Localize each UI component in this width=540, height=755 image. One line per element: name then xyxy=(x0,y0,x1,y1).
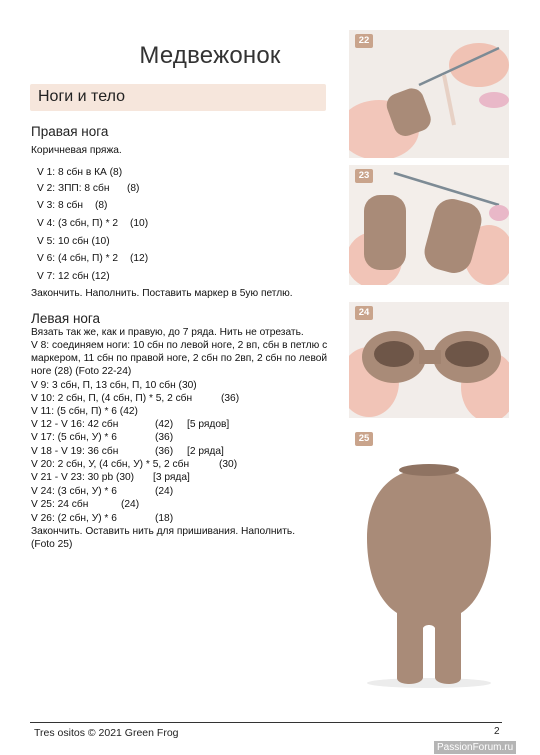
left-leg-text: V 9: 3 сбн, П, 13 сбн, П, 10 сбн (30) xyxy=(31,380,197,391)
section-title: Ноги и тело xyxy=(38,88,125,105)
page-title: Медвежонок xyxy=(139,42,281,69)
photo-24 xyxy=(349,302,509,418)
photo-label: 23 xyxy=(355,169,373,183)
photo-22-image xyxy=(349,30,509,158)
watermark: PassionForum.ru xyxy=(434,741,516,754)
left-leg-text: V 8: соединяем ноги: 10 сбн по левой ноге, 2 вп, сбн в петлю с xyxy=(31,340,328,351)
photo-label: 25 xyxy=(355,432,373,446)
section-header xyxy=(30,84,326,111)
footer-copyright: Tres ositos © 2021 Green Frog xyxy=(34,727,179,739)
photo-22 xyxy=(349,30,509,158)
photo-25 xyxy=(349,428,509,690)
photo-23-image xyxy=(349,165,509,285)
photo-23 xyxy=(349,165,509,285)
footer-divider xyxy=(30,722,502,723)
right-leg-yarn: Коричневая пряжа. xyxy=(31,145,122,156)
left-leg-finish: Закончить. Оставить нить для пришивания. Наполнить. xyxy=(31,526,296,537)
photo-24-image xyxy=(349,302,509,418)
left-leg-text: маркером, 11 сбн по правой ноге, 2 сбн по 2вп, 2 сбн по левой xyxy=(31,353,328,364)
photo-label: 22 xyxy=(355,34,373,48)
page-number: 2 xyxy=(494,726,500,737)
left-leg-heading: Левая нога xyxy=(31,311,101,326)
left-leg-text: ноге (28) (Foto 22-24) xyxy=(31,366,132,377)
photo-25-image xyxy=(349,428,509,690)
right-leg-finish: Закончить. Наполнить. Поставить маркер в 5ую петлю. xyxy=(31,288,293,299)
photo-label: 24 xyxy=(355,306,373,320)
left-leg-text: Вязать так же, как и правую, до 7 ряда. Нить не отрезать. xyxy=(31,327,304,338)
left-leg-finish: (Foto 25) xyxy=(31,539,73,550)
right-leg-heading: Правая нога xyxy=(31,124,109,139)
